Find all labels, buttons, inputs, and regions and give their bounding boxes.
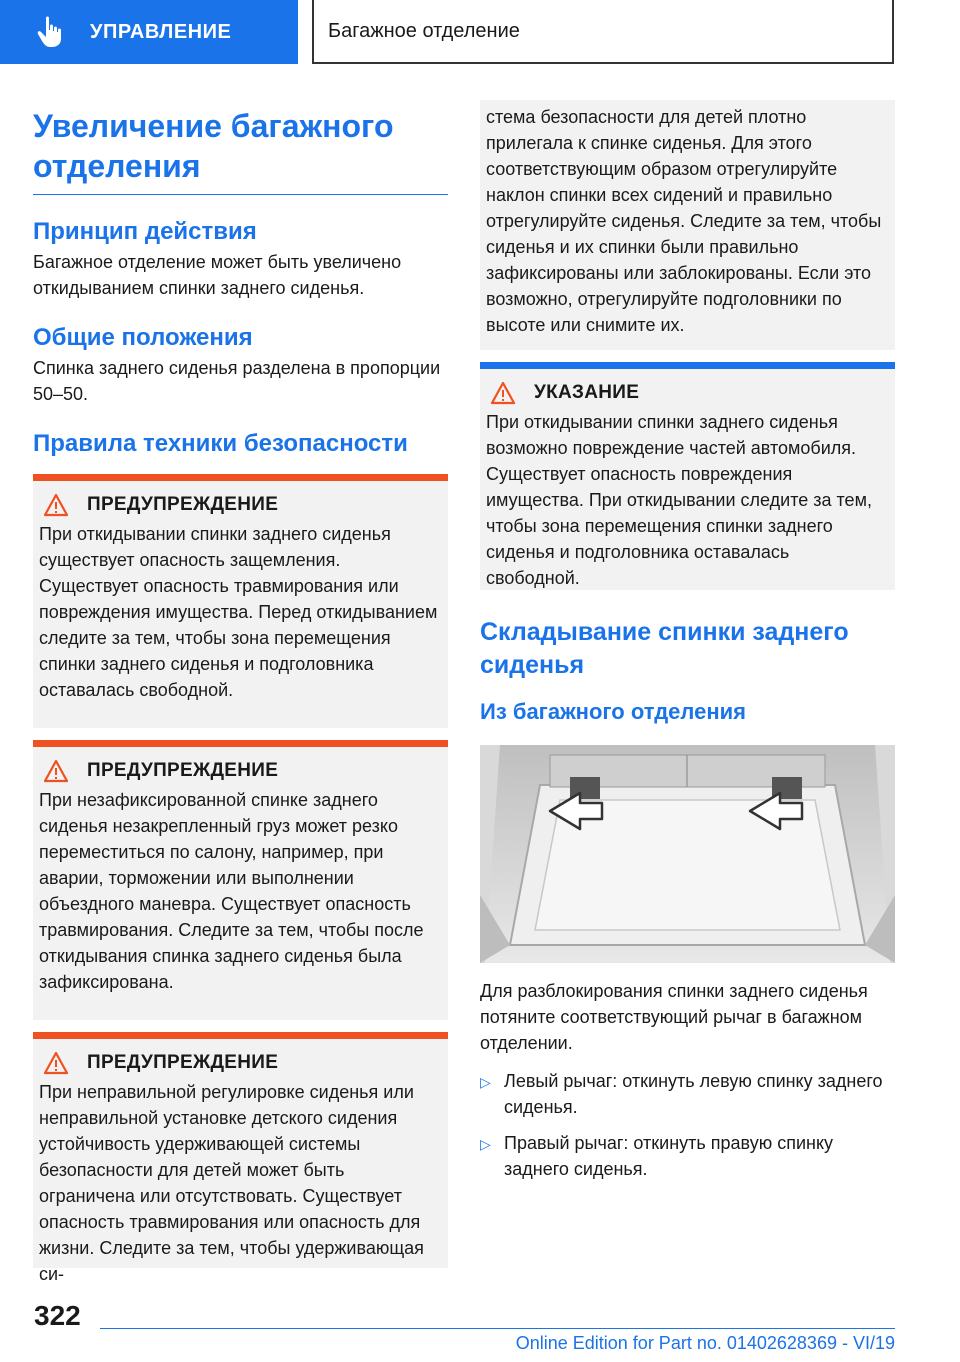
warning-cont-text: стема безопасности для детей плотно прилегала к спинке сиденья. Для этого соответствующим образом отрегулируйте наклон спинки всех сидений и правильно отрегулируйте сиденья. Следите за тем, чтобы сиденья и их спинки были правильно зафиксированы или заблокированы. Если это возможно, отрегулируйте подголовники по высоте или снимите их. xyxy=(486,107,882,335)
list-item xyxy=(480,1068,895,1120)
fold-instructions xyxy=(480,978,895,1182)
warning-box-2 xyxy=(33,740,448,1020)
warning-triangle-icon xyxy=(490,381,516,405)
fold-text: Для разблокирования спинки заднего сиденья потяните соответствующий рычаг в багажном отделении. xyxy=(480,981,868,1053)
step-text: Правый рычаг: откинуть правую спинку заднего сиденья. xyxy=(504,1133,834,1179)
warning-title: ПРЕДУПРЕЖДЕНИЕ xyxy=(87,1052,279,1073)
step-text: Левый рычаг: откинуть левую спинку заднего сиденья. xyxy=(504,1071,883,1117)
general-heading: Общие положения xyxy=(33,324,253,351)
warning-text: При откидывании спинки заднего сиденья существует опасность защемления. Существует опасность травмирования или повреждения имущества. Перед откидыванием следите за тем, чтобы зона перемещения спинки заднего сиденья и подголовника оставалась свободной. xyxy=(39,524,438,700)
main-heading: Увеличение багажного отделения xyxy=(33,108,394,184)
warning-triangle-icon xyxy=(43,1051,69,1075)
general-text: Спинка заднего сиденья разделена в пропорции 50–50. xyxy=(33,358,441,404)
page-number: 322 xyxy=(34,1300,81,1331)
note-title: УКАЗАНИЕ xyxy=(534,382,640,403)
note-box xyxy=(480,362,895,590)
principle-text: Багажное отделение может быть увеличено откидыванием спинки заднего сиденья. xyxy=(33,252,402,298)
section-label: УПРАВЛЕНИЕ xyxy=(90,20,232,43)
warning-triangle-icon xyxy=(43,759,69,783)
warning-text: При неправильной регулировке сиденья или неправильной установке детского сидения устойчивость удерживающей системы безопасности для детей может быть ограничена или отсутствовать. Существует опасность травмирования или опасность для жизни. Следите за тем, чтобы удерживающая си- xyxy=(39,1082,424,1284)
footer-rule xyxy=(100,1328,895,1329)
principle-heading: Принцип действия xyxy=(33,218,257,245)
warning-box-3 xyxy=(33,1032,448,1284)
list-item xyxy=(480,1130,895,1182)
warning-box-3-continued xyxy=(480,100,895,350)
footer-edition: Online Edition for Part no. 01402628369 - VI/19 xyxy=(515,1333,895,1353)
warning-text: При незафиксированной спинке заднего сиденья незакрепленный груз может резко переместиться по салону, например, при аварии, торможении или выполнении объездного маневра. Существует опасность травмирования. Следите за тем, чтобы после откидывания спинка заднего сиденья была зафиксирована. xyxy=(39,790,424,992)
note-text: При откидывании спинки заднего сиденья возможно повреждение частей автомобиля. Существует опасность повреждения имущества. При откидывании следите за тем, чтобы зона перемещения спинки заднего сиденья и подголовника оставалась свободной. xyxy=(486,412,872,588)
left-column xyxy=(33,106,448,459)
section-tab[interactable] xyxy=(0,0,298,64)
hand-pointer-icon xyxy=(30,12,70,52)
trunk-photo xyxy=(480,745,895,963)
warning-box-1 xyxy=(33,474,448,728)
fold-heading: Складывание спинки заднего сиденья xyxy=(480,618,849,679)
chapter-title-text: Багажное отделение xyxy=(328,19,520,42)
safety-heading: Правила техники безопасности xyxy=(33,430,408,457)
list-marker-icon: ▷ xyxy=(480,1074,491,1090)
from-trunk-heading: Из багажного отделения xyxy=(480,699,746,724)
warning-title: ПРЕДУПРЕЖДЕНИЕ xyxy=(87,760,279,781)
right-column xyxy=(480,616,895,726)
warning-title: ПРЕДУПРЕЖДЕНИЕ xyxy=(87,494,279,515)
list-marker-icon: ▷ xyxy=(480,1136,491,1152)
chapter-title xyxy=(312,0,894,64)
warning-triangle-icon xyxy=(43,493,69,517)
